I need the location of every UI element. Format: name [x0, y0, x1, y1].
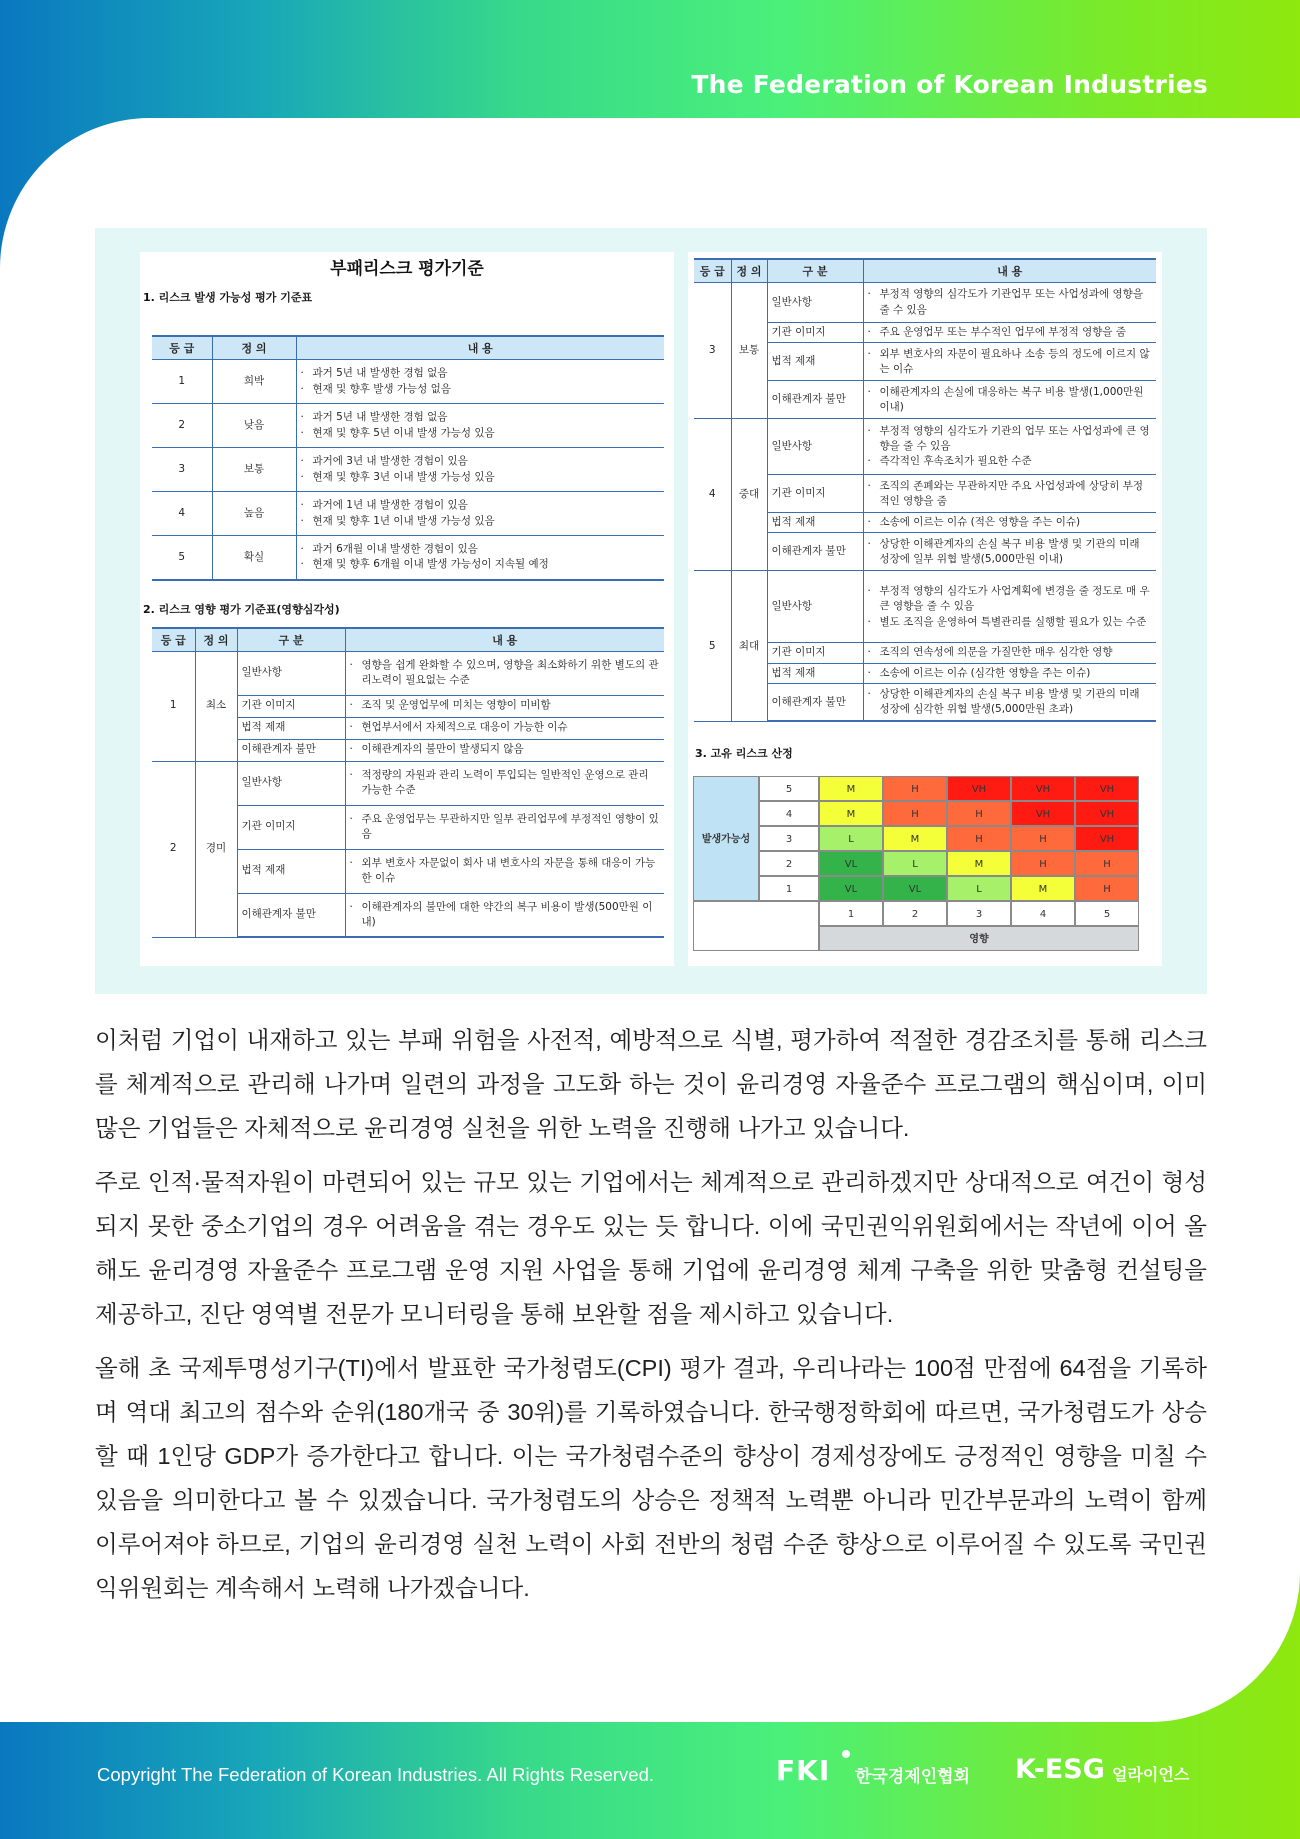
matrix-cell: M — [947, 851, 1011, 876]
grade-cell: 4 — [152, 492, 212, 536]
matrix-y-tick: 3 — [759, 826, 819, 851]
content-cell — [863, 513, 1156, 533]
category-cell: 법적 제재 — [767, 513, 863, 533]
content-item: · 부정적 영향의 심각도가 사업계획에 변경을 줄 정도로 매 우 큰 영향을 줄 수 있음 — [868, 584, 1153, 614]
content-item: · 조직의 연속성에 의문을 가질만한 매우 심각한 영향 — [868, 645, 1153, 660]
matrix-cell: M — [883, 826, 947, 851]
col-header: 내 용 — [296, 336, 664, 360]
content-cell — [345, 849, 664, 893]
category-cell: 일반사항 — [237, 761, 345, 805]
category-cell: 기관 이미지 — [237, 805, 345, 849]
matrix-corner-blank — [693, 901, 819, 951]
content-item: · 외부 변호사의 자문이 필요하나 소송 등의 정도에 이르지 않는 이슈 — [868, 347, 1153, 377]
grade-cell: 4 — [694, 419, 731, 571]
content-item: · 과거 5년 내 발생한 경험 없음 — [301, 366, 661, 381]
def-cell: 확실 — [212, 536, 296, 580]
grade-cell: 5 — [694, 571, 731, 721]
matrix-cell: VH — [947, 776, 1011, 801]
content-cell — [863, 323, 1156, 343]
category-cell: 일반사항 — [237, 651, 345, 695]
table-row — [152, 404, 664, 448]
table-row — [152, 536, 664, 580]
grade-cell: 3 — [694, 283, 731, 419]
table-row — [152, 651, 664, 695]
category-cell: 법적 제재 — [237, 717, 345, 739]
matrix-cell: VH — [1011, 801, 1075, 826]
matrix-y-tick: 1 — [759, 876, 819, 901]
grade-cell: 2 — [152, 761, 195, 937]
col-header: 내 용 — [345, 628, 664, 652]
section1-title: 1. 리스크 발생 가능성 평가 기준표 — [143, 291, 313, 304]
col-header: 내 용 — [863, 259, 1156, 283]
left-document-page — [140, 252, 674, 966]
content-cell — [863, 283, 1156, 323]
impact-table-part2 — [694, 258, 1156, 722]
content-item: · 이해관계자의 손실에 대응하는 복구 비용 발생(1,000만원 이내) — [868, 385, 1153, 415]
matrix-y-tick: 2 — [759, 851, 819, 876]
matrix-y-tick: 5 — [759, 776, 819, 801]
matrix-cell: M — [819, 776, 883, 801]
content-item: · 현재 및 향후 3년 이내 발생 가능성 있음 — [301, 470, 661, 485]
grade-cell: 1 — [152, 651, 195, 761]
matrix-cell: M — [819, 801, 883, 826]
table-row — [152, 448, 664, 492]
content-cell — [296, 404, 664, 448]
matrix-cell: VH — [1075, 776, 1139, 801]
content-item: · 상당한 이해관계자의 손실 복구 비용 발생 및 기관의 미래 성장에 일부 위협 발생(5,000만원 이내) — [868, 537, 1153, 567]
table-row — [152, 492, 664, 536]
fki-logo-text: 한국경제인협회 — [855, 1767, 970, 1787]
col-header: 등 급 — [152, 336, 212, 360]
content-cell — [296, 536, 664, 580]
content-item: · 소송에 이르는 이슈 (심각한 영향을 주는 이슈) — [868, 666, 1153, 681]
def-cell: 최소 — [195, 651, 237, 761]
content-cell — [863, 533, 1156, 571]
content-cell — [296, 492, 664, 536]
matrix-cell: VL — [883, 876, 947, 901]
category-cell: 기관 이미지 — [767, 475, 863, 513]
grade-cell: 5 — [152, 536, 212, 580]
section3-title: 3. 고유 리스크 산정 — [695, 747, 793, 760]
content-item: · 현재 및 향후 6개월 이내 발생 가능성이 지속될 예정 — [301, 557, 661, 572]
matrix-cell: H — [1075, 876, 1139, 901]
matrix-y-tick: 4 — [759, 801, 819, 826]
matrix-cell: H — [883, 776, 947, 801]
category-cell: 기관 이미지 — [767, 643, 863, 663]
content-item: · 외부 변호사 자문없이 회사 내 변호사의 자문을 통해 대응이 가능한 이슈 — [350, 856, 661, 886]
table-row — [152, 761, 664, 805]
col-header: 등 급 — [694, 259, 731, 283]
col-header: 정 의 — [195, 628, 237, 652]
matrix-x-tick: 2 — [883, 901, 947, 926]
matrix-cell: VL — [819, 876, 883, 901]
content-item: · 과거 5년 내 발생한 경험 없음 — [301, 410, 661, 425]
category-cell: 법적 제재 — [767, 663, 863, 683]
def-cell: 보통 — [731, 283, 767, 419]
category-cell: 일반사항 — [767, 419, 863, 475]
def-cell: 경미 — [195, 761, 237, 937]
matrix-x-label: 영향 — [819, 926, 1139, 951]
content-cell — [345, 695, 664, 717]
col-header: 구 분 — [767, 259, 863, 283]
matrix-x-tick: 1 — [819, 901, 883, 926]
matrix-cell: VH — [1011, 776, 1075, 801]
body-paragraph-1: 이처럼 기업이 내재하고 있는 부패 위험을 사전적, 예방적으로 식별, 평가하여 적절한 경감조치를 통해 리스크를 체계적으로 관리해 나가며 일련의 과정을 고도화 하는 것이 윤리경영 자율준수 프로그램의 핵심이며, 이미 많은 기업들은 자체적으로 윤리경영 실천을 위한 노력을 진행해 나가고 있습니다. — [95, 1027, 1207, 1141]
content-cell — [345, 739, 664, 761]
matrix-cell: H — [1011, 826, 1075, 851]
content-cell — [863, 571, 1156, 643]
content-item: · 과거에 3년 내 발생한 경험이 있음 — [301, 454, 661, 469]
category-cell: 일반사항 — [767, 283, 863, 323]
grade-cell: 1 — [152, 360, 212, 404]
content-item: · 영향을 쉽게 완화할 수 있으며, 영향을 최소화하기 위한 별도의 관리노력이 필요없는 수준 — [350, 658, 661, 688]
table-row — [694, 571, 1156, 643]
content-cell — [863, 475, 1156, 513]
matrix-cell: M — [1011, 876, 1075, 901]
content-item: · 이해관계자의 불만이 발생되지 않음 — [350, 742, 661, 757]
def-cell: 중대 — [731, 419, 767, 571]
grade-cell: 2 — [152, 404, 212, 448]
def-cell: 높음 — [212, 492, 296, 536]
matrix-x-tick: 4 — [1011, 901, 1075, 926]
doc-title: 부패리스크 평가기준 — [330, 259, 484, 279]
content-item: · 즉각적인 후속조치가 필요한 수준 — [868, 454, 1153, 469]
content-cell — [345, 717, 664, 739]
kesg-logo-text: 얼라이언스 — [1112, 1765, 1190, 1784]
content-item: · 조직의 존폐와는 무관하지만 주요 사업성과에 상당히 부정적인 영향을 줌 — [868, 479, 1153, 509]
matrix-cell: L — [819, 826, 883, 851]
content-cell — [863, 381, 1156, 419]
category-cell: 기관 이미지 — [767, 323, 863, 343]
content-cell — [345, 651, 664, 695]
matrix-cell: VH — [1075, 826, 1139, 851]
content-item: · 현재 및 향후 1년 이내 발생 가능성 있음 — [301, 514, 661, 529]
content-cell — [296, 448, 664, 492]
content-item: · 조직 및 운영업무에 미치는 영향이 미비함 — [350, 698, 661, 713]
category-cell: 기관 이미지 — [237, 695, 345, 717]
table-row — [694, 283, 1156, 323]
matrix-x-tick: 5 — [1075, 901, 1139, 926]
def-cell: 최대 — [731, 571, 767, 721]
content-cell — [863, 643, 1156, 663]
col-header: 정 의 — [731, 259, 767, 283]
fki-logo-dot-icon — [842, 1750, 850, 1758]
matrix-cell: L — [947, 876, 1011, 901]
content-item: · 주요 운영업무 또는 부수적인 업무에 부정적 영향을 줌 — [868, 325, 1153, 340]
fki-logo-mark: FKI — [776, 1754, 831, 1787]
category-cell: 이해관계자 불만 — [237, 893, 345, 937]
matrix-cell: H — [947, 826, 1011, 851]
content-cell — [345, 805, 664, 849]
impact-table-part1 — [152, 627, 664, 939]
matrix-cell: VH — [1075, 801, 1139, 826]
matrix-cell: H — [947, 801, 1011, 826]
body-paragraph-3: 올해 초 국제투명성기구(TI)에서 발표한 국가청렴도(CPI) 평가 결과, 우리나라는 100점 만점에 64점을 기록하며 역대 최고의 점수와 순위(180개국 중 30위)를 기록하였습니다. 한국행정학회에 따르면, 국가청렴도가 상승할 때 1인당 GDP가 증가한다고 합니다. 이는 국가청렴수준의 향상이 경제성장에도 긍정적인 영향을 미칠 수 있음을 의미한다고 볼 수 있겠습니다. 국가청렴도의 상승은 정책적 노력뿐 아니라 민간부문과의 노력이 함께 이루어져야 하므로, 기업의 윤리경영 실천 노력이 사회 전반의 청렴 수준 향상으로 이루어질 수 있도록 국민권익위원회는 계속해서 노력해 나가겠습니다. — [95, 1355, 1207, 1601]
content-item: · 과거에 1년 내 발생한 경험이 있음 — [301, 498, 661, 513]
content-cell — [863, 419, 1156, 475]
content-cell — [345, 761, 664, 805]
header-title: The Federation of Korean Industries — [691, 70, 1208, 99]
category-cell: 이해관계자 불만 — [767, 683, 863, 721]
col-header: 정 의 — [212, 336, 296, 360]
matrix-cell: H — [1011, 851, 1075, 876]
matrix-y-label: 발생가능성 — [693, 776, 759, 901]
content-item: · 부정적 영향의 심각도가 기관의 업무 또는 사업성과에 큰 영향을 줄 수 있음 — [868, 424, 1153, 454]
content-cell — [863, 683, 1156, 721]
category-cell: 일반사항 — [767, 571, 863, 643]
content-item: · 적정량의 자원과 관리 노력이 투입되는 일반적인 운영으로 관리 가능한 수준 — [350, 768, 661, 798]
category-cell: 법적 제재 — [237, 849, 345, 893]
grade-cell: 3 — [152, 448, 212, 492]
content-item: · 현재 및 향후 발생 가능성 없음 — [301, 382, 661, 397]
def-cell: 낮음 — [212, 404, 296, 448]
body-paragraph-2: 주로 인적·물적자원이 마련되어 있는 규모 있는 기업에서는 체계적으로 관리하겠지만 상대적으로 여건이 형성되지 못한 중소기업의 경우 어려움을 겪는 경우도 있는 듯 합니다. 이에 국민권익위원회에서는 작년에 이어 올해도 윤리경영 자율준수 프로그램 운영 지원 사업을 통해 기업에 윤리경영 체계 구축을 위한 맞춤형 컨설팅을 제공하고, 진단 영역별 전문가 모니터링을 통해 보완할 점을 제시하고 있습니다. — [95, 1169, 1207, 1327]
table-row — [694, 419, 1156, 475]
def-cell: 희박 — [212, 360, 296, 404]
content-cell — [863, 663, 1156, 683]
col-header: 구 분 — [237, 628, 345, 652]
section2-title: 2. 리스크 영향 평가 기준표(영향심각성) — [143, 602, 340, 616]
matrix-cell: VL — [819, 851, 883, 876]
content-item: · 부정적 영향의 심각도가 기관업무 또는 사업성과에 영향을 줄 수 있음 — [868, 287, 1153, 317]
content-item: · 주요 운영업무는 무관하지만 일부 관리업무에 부정적인 영향이 있음 — [350, 812, 661, 842]
matrix-x-tick: 3 — [947, 901, 1011, 926]
category-cell: 이해관계자 불만 — [767, 533, 863, 571]
content-item: · 별도 조직을 운영하여 특별관리를 실행할 필요가 있는 수준 — [868, 615, 1153, 630]
kesg-logo-mark: K-ESG — [1015, 1754, 1105, 1785]
category-cell: 법적 제재 — [767, 343, 863, 381]
table-row — [152, 360, 664, 404]
content-item: · 이해관계자의 불만에 대한 약간의 복구 비용이 발생(500만원 이내) — [350, 900, 661, 930]
matrix-cell: H — [1075, 851, 1139, 876]
content-item: · 과거 6개월 이내 발생한 경험이 있음 — [301, 542, 661, 557]
col-header: 등 급 — [152, 628, 195, 652]
content-cell — [345, 893, 664, 937]
matrix-cell: L — [883, 851, 947, 876]
content-cell — [296, 360, 664, 404]
def-cell: 보통 — [212, 448, 296, 492]
content-item: · 소송에 이르는 이슈 (적은 영향을 주는 이슈) — [868, 515, 1153, 530]
footer-copyright: Copyright The Federation of Korean Industries. All Rights Reserved. — [97, 1764, 655, 1785]
category-cell: 이해관계자 불만 — [767, 381, 863, 419]
matrix-cell: H — [883, 801, 947, 826]
category-cell: 이해관계자 불만 — [237, 739, 345, 761]
content-item: · 현업부서에서 자체적으로 대응이 가능한 이슈 — [350, 720, 661, 735]
content-item: · 상당한 이해관계자의 손실 복구 비용 발생 및 기관의 미래 성장에 심각한 위협 발생(5,000만원 초과) — [868, 687, 1153, 717]
content-cell — [863, 343, 1156, 381]
content-item: · 현재 및 향후 5년 이내 발생 가능성 있음 — [301, 426, 661, 441]
likelihood-table — [152, 335, 664, 581]
